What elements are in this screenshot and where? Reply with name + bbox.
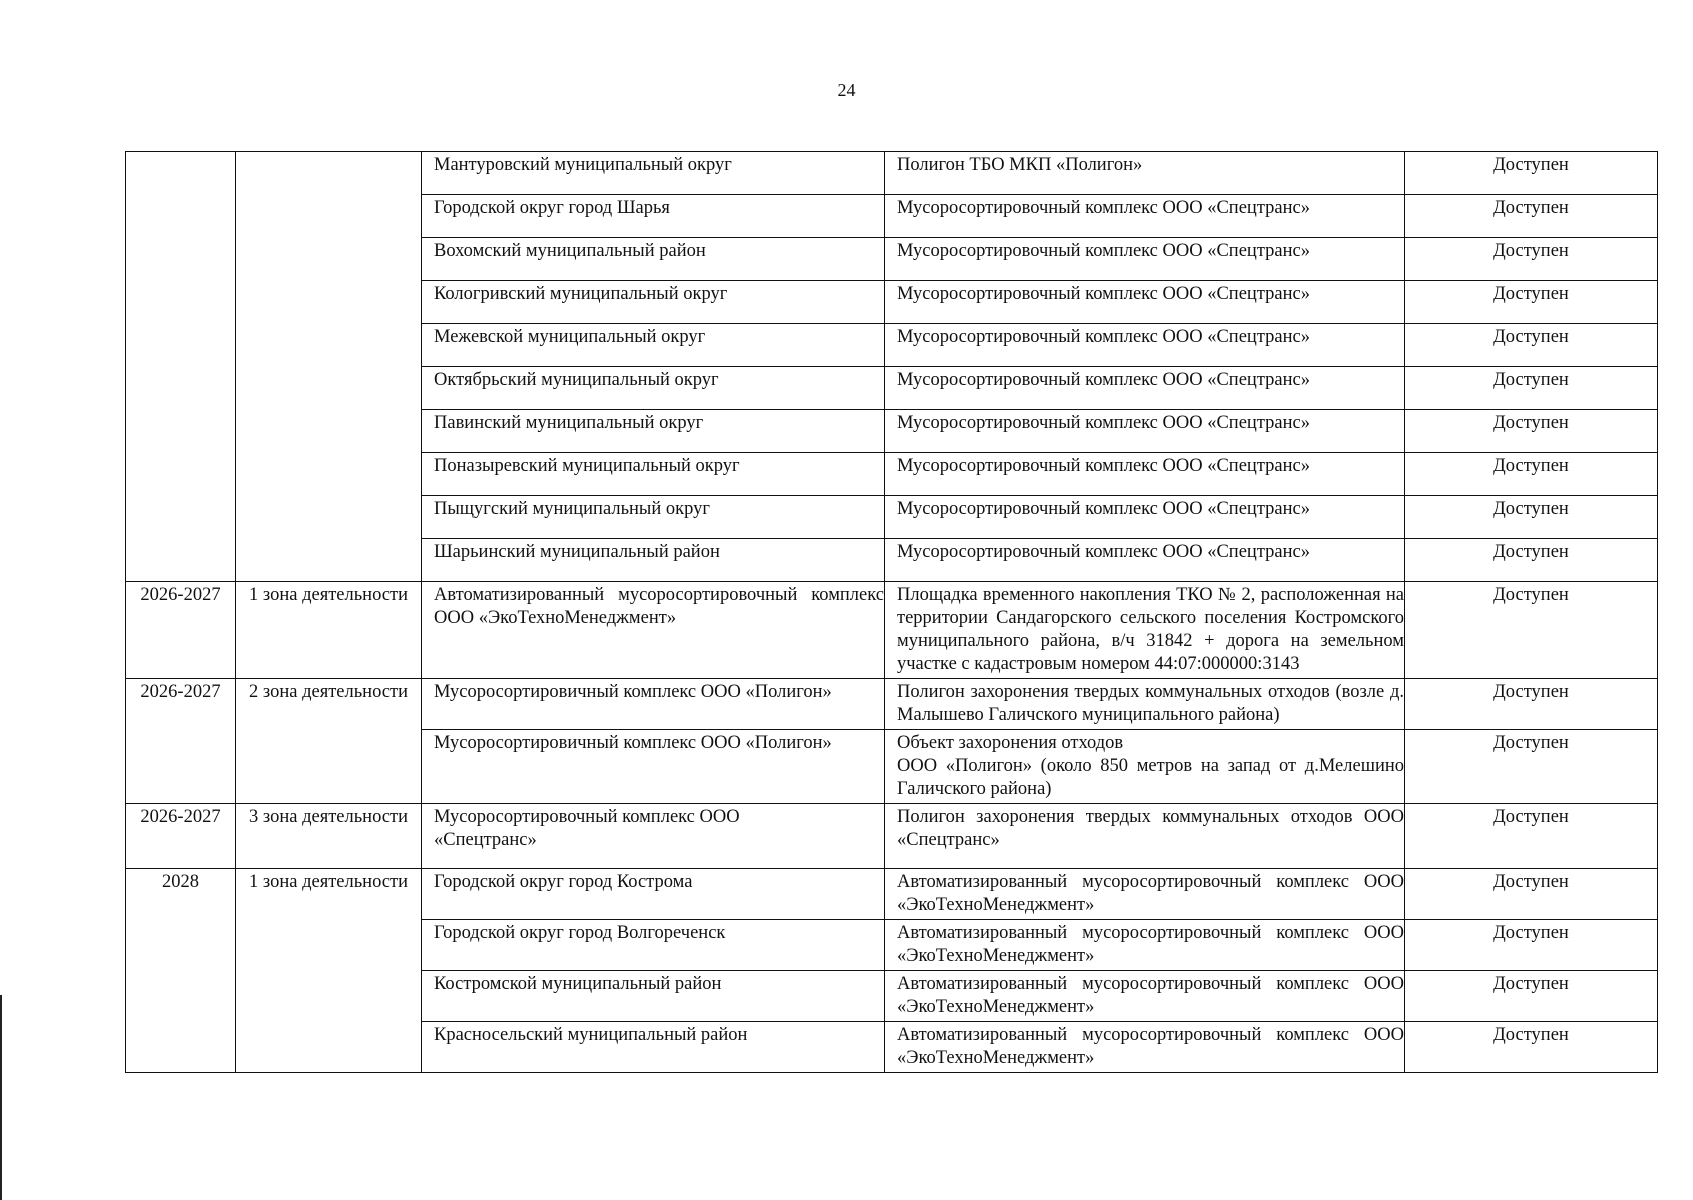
status-cell: Доступен	[1405, 869, 1658, 920]
zone-cell: 1 зона деятельности	[236, 869, 422, 1073]
table-row	[126, 679, 1658, 730]
year-cell: 2026-2027	[126, 679, 236, 804]
municipality-cell: Шарьинский муниципальный район	[422, 539, 885, 582]
status-cell: Доступен	[1405, 152, 1658, 195]
status-cell: Доступен	[1405, 539, 1658, 582]
municipality-line: Мусоросортировочный комплекс ООО	[434, 807, 740, 827]
facility-cell: Автоматизированный мусоросортировочный комплекс ООО «ЭкоТехноМенеджмент»	[885, 869, 1405, 920]
municipality-cell: Октябрьский муниципальный округ	[422, 367, 885, 410]
status-cell: Доступен	[1405, 582, 1658, 679]
table-row	[126, 582, 1658, 679]
facility-cell: Мусоросортировочный комплекс ООО «Спецтранс»	[885, 324, 1405, 367]
facility-cell: Площадка временного накопления ТКО № 2, расположенная на территории Сандагорского сельского поселения Костромского муниципального района, в/ч 31842 + дорога на земельном участке с кадастровым номером 44:07:000000:3143	[885, 582, 1405, 679]
municipality-cell: Мантуровский муниципальный округ	[422, 152, 885, 195]
status-cell: Доступен	[1405, 410, 1658, 453]
facility-cell: Автоматизированный мусоросортировочный комплекс ООО «ЭкоТехноМенеджмент»	[885, 971, 1405, 1022]
municipality-cell: Вохомский муниципальный район	[422, 238, 885, 281]
municipality-cell: Автоматизированный мусоросортировочный комплекс ООО «ЭкоТехноМенеджмент»	[422, 582, 885, 679]
facility-cell: Полигон захоронения твердых коммунальных отходов (возле д. Малышево Галичского муниципального района)	[885, 679, 1405, 730]
municipality-cell: Городской округ город Кострома	[422, 869, 885, 920]
facility-cell: Автоматизированный мусоросортировочный комплекс ООО «ЭкоТехноМенеджмент»	[885, 1022, 1405, 1073]
year-cell	[126, 152, 236, 582]
facility-cell: Полигон ТБО МКП «Полигон»	[885, 152, 1405, 195]
waste-facilities-table	[125, 151, 1658, 1073]
table-row	[126, 869, 1658, 920]
facility-cell: Мусоросортировочный комплекс ООО «Спецтранс»	[885, 539, 1405, 582]
status-cell: Доступен	[1405, 679, 1658, 730]
status-cell: Доступен	[1405, 367, 1658, 410]
facility-cell: Автоматизированный мусоросортировочный комплекс ООО «ЭкоТехноМенеджмент»	[885, 920, 1405, 971]
status-cell: Доступен	[1405, 238, 1658, 281]
municipality-cell: Кологривский муниципальный округ	[422, 281, 885, 324]
municipality-line: «Спецтранс»	[434, 830, 537, 850]
status-cell: Доступен	[1405, 324, 1658, 367]
municipality-cell	[422, 804, 885, 869]
zone-cell: 2 зона деятельности	[236, 679, 422, 804]
year-cell: 2026-2027	[126, 804, 236, 869]
scan-margin-line	[0, 995, 2, 1200]
status-cell: Доступен	[1405, 920, 1658, 971]
facility-cell: Мусоросортировочный комплекс ООО «Спецтранс»	[885, 238, 1405, 281]
municipality-cell: Костромской муниципальный район	[422, 971, 885, 1022]
facility-line: ООО «Полигон» (около 850 метров на запад от д.Мелешино Галичского района)	[897, 756, 1404, 799]
year-cell: 2028	[126, 869, 236, 1073]
municipality-cell: Городской округ город Шарья	[422, 195, 885, 238]
status-cell: Доступен	[1405, 971, 1658, 1022]
municipality-cell: Мусоросортировичный комплекс ООО «Полигон»	[422, 730, 885, 804]
municipality-cell: Красносельский муниципальный район	[422, 1022, 885, 1073]
status-cell: Доступен	[1405, 453, 1658, 496]
municipality-cell: Мусоросортировичный комплекс ООО «Полигон»	[422, 679, 885, 730]
page-number: 24	[837, 80, 856, 100]
facility-cell: Мусоросортировочный комплекс ООО «Спецтранс»	[885, 496, 1405, 539]
municipality-cell: Межевской муниципальный округ	[422, 324, 885, 367]
municipality-cell: Поназыревский муниципальный округ	[422, 453, 885, 496]
zone-cell: 1 зона деятельности	[236, 582, 422, 679]
municipality-cell: Пыщугский муниципальный округ	[422, 496, 885, 539]
facility-cell: Мусоросортировочный комплекс ООО «Спецтранс»	[885, 281, 1405, 324]
facility-cell: Полигон захоронения твердых коммунальных отходов ООО «Спецтранс»	[885, 804, 1405, 869]
status-cell: Доступен	[1405, 281, 1658, 324]
zone-cell: 3 зона деятельности	[236, 804, 422, 869]
facility-cell	[885, 730, 1405, 804]
facility-cell: Мусоросортировочный комплекс ООО «Спецтранс»	[885, 195, 1405, 238]
status-cell: Доступен	[1405, 730, 1658, 804]
status-cell: Доступен	[1405, 195, 1658, 238]
facility-cell: Мусоросортировочный комплекс ООО «Спецтранс»	[885, 410, 1405, 453]
year-cell: 2026-2027	[126, 582, 236, 679]
facility-cell: Мусоросортировочный комплекс ООО «Спецтранс»	[885, 367, 1405, 410]
status-cell: Доступен	[1405, 804, 1658, 869]
municipality-cell: Павинский муниципальный округ	[422, 410, 885, 453]
facility-line: Объект захоронения отходов	[897, 733, 1124, 753]
status-cell: Доступен	[1405, 496, 1658, 539]
zone-cell	[236, 152, 422, 582]
table-row	[126, 804, 1658, 869]
facility-cell: Мусоросортировочный комплекс ООО «Спецтранс»	[885, 453, 1405, 496]
status-cell: Доступен	[1405, 1022, 1658, 1073]
table-row	[126, 152, 1658, 195]
municipality-cell: Городской округ город Волгореченск	[422, 920, 885, 971]
